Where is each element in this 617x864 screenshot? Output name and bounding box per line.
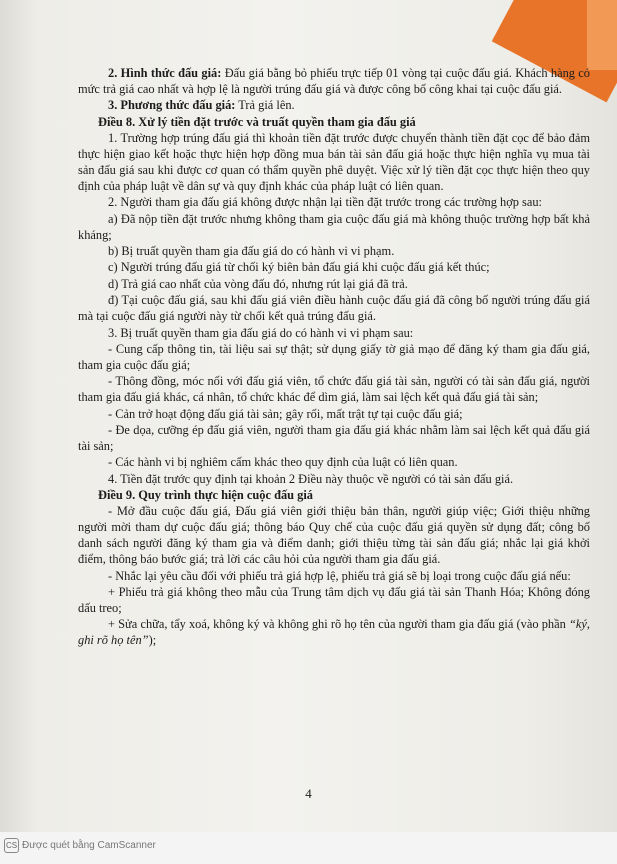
page-number: 4 bbox=[305, 786, 312, 801]
paragraph-item-d: d) Trả giá cao nhất của vòng đấu đó, nhưng rút lại giá đã trả. bbox=[108, 276, 408, 291]
paragraph-dieu8-2: 2. Người tham gia đấu giá không được nhận lại tiền đặt trước trong các trường hợp sau: bbox=[108, 195, 542, 210]
heading-dieu-9 bbox=[78, 488, 590, 504]
heading-dieu-8-text: Điều 8. Xử lý tiền đặt trước và truất quyền tham gia đấu giá bbox=[98, 114, 416, 129]
paragraph-rule-2 bbox=[78, 617, 590, 649]
paragraph-violation-3: - Cản trở hoạt động đấu giá tài sản; gây rối, mất trật tự tại cuộc đấu giá; bbox=[108, 406, 463, 421]
paragraph-item-c: c) Người trúng đấu giá từ chối ký biên bản đấu giá khi cuộc đấu giá kết thúc; bbox=[108, 260, 490, 275]
text-hinh-thuc: Đấu giá bằng bỏ phiếu trực tiếp 01 vòng tại cuộc đấu giá. Khách hàng có mức trả giá cao nhất và hợp lệ là người trúng đấu giá và được công bố công khai tại cuộc đấu giá. bbox=[78, 66, 591, 96]
rule-2-italic: “ký, ghi rõ họ tên” bbox=[78, 617, 590, 648]
paragraph-violation-4: - Đe dọa, cưỡng ép đấu giá viên, người tham gia đấu giá khác nhằm làm sai lệch kết quả đấu giá tài sản; bbox=[78, 422, 590, 453]
paragraph-item-a: a) Đã nộp tiền đặt trước nhưng không tham gia cuộc đấu giá mà không thuộc trường hợp bất khả kháng; bbox=[78, 211, 590, 242]
paragraph-phuong-thuc bbox=[78, 98, 590, 114]
paragraph-dieu8-3: 3. Bị truất quyền tham gia đấu giá do có hành vi vi phạm sau: bbox=[108, 325, 414, 340]
rule-2-end: ); bbox=[148, 633, 157, 648]
paragraph-violation-2: - Thông đồng, móc nối với đấu giá viên, tổ chức đấu giá tài sản, người có tài sản đấu giá, người tham gia đấu giá khác, cá nhân, tổ chức khác để dìm giá, làm sai lệch kết quả đấu giá tài sản; bbox=[78, 374, 590, 405]
rule-2-text: + Sửa chữa, tẩy xoá, không ký và không ghi rõ họ tên của người tham gia đấu giá (vào phần bbox=[108, 617, 569, 632]
heading-dieu-9-text: Điều 9. Quy trình thực hiện cuộc đấu giá bbox=[98, 488, 314, 503]
camscanner-icon: CS bbox=[4, 838, 19, 853]
document-body bbox=[78, 66, 590, 650]
paragraph-violation-1: - Cung cấp thông tin, tài liệu sai sự thật; sử dụng giấy tờ giả mạo để đăng ký tham gia đấu giá, tham gia cuộc đấu giá; bbox=[78, 341, 590, 372]
paragraph-dieu9-remind: - Nhắc lại yêu cầu đối với phiếu trả giá hợp lệ, phiếu trả giá sẽ bị loại trong cuộc đấu giá nếu: bbox=[108, 568, 571, 583]
heading-dieu-8 bbox=[78, 115, 590, 131]
paragraph-dieu8-4: 4. Tiền đặt trước quy định tại khoản 2 Điều này thuộc về người có tài sản đấu giá. bbox=[108, 471, 514, 486]
paragraph-dieu9-open: - Mở đầu cuộc đấu giá, Đấu giá viên giới thiệu bản thân, người giúp việc; Giới thiệu những người mời tham dự cuộc đấu giá; thông báo Quy chế của cuộc đấu giá quyền sử dụng đất; công bố danh sách người đăng ký tham gia và điểm danh; giới thiệu từng tài sản đấu giá; nhắc lại giá khởi điểm, thông báo bước giá; trả lời các câu hỏi của người tham gia đấu giá. bbox=[78, 504, 590, 567]
paragraph-hinh-thuc bbox=[78, 66, 590, 98]
paragraph-dieu8-1: 1. Trường hợp trúng đấu giá thì khoản tiền đặt trước được chuyển thành tiền đặt cọc để bảo đảm thực hiện giao kết hoặc thực hiện hợp đồng mua bán tài sản đấu giá hoặc thực hiện nghĩa vụ mua tài sản đấu giá sau khi được cơ quan có thẩm quyền phê duyệt. Việc xử lý tiền đặt cọc thực hiện theo quy định của pháp luật về dân sự và quy định khác của pháp luật có liên quan. bbox=[78, 131, 590, 193]
heading-hinh-thuc: 2. Hình thức đấu giá: bbox=[108, 66, 222, 80]
orange-corner-decoration-2 bbox=[587, 0, 617, 70]
heading-phuong-thuc: 3. Phương thức đấu giá: bbox=[108, 98, 236, 113]
text-phuong-thuc: Trả giá lên. bbox=[235, 98, 295, 113]
camscanner-text: Được quét bằng CamScanner bbox=[22, 840, 156, 852]
paragraph-rule-1: + Phiếu trả giá không theo mẫu của Trung tâm dịch vụ đấu giá tài sản Thanh Hóa; Không đóng dấu treo; bbox=[78, 585, 590, 615]
paragraph-violation-5: - Các hành vi bị nghiêm cấm khác theo quy định của luật có liên quan. bbox=[108, 455, 458, 470]
camscanner-footer bbox=[4, 838, 156, 853]
paragraph-item-b: b) Bị truất quyền tham gia đấu giá do có hành vi vi phạm. bbox=[108, 243, 395, 258]
paragraph-item-dd: đ) Tại cuộc đấu giá, sau khi đấu giá viên điều hành cuộc đấu giá đã công bố người trúng đấu giá mà tại cuộc đấu giá người này từ chối kết quả trúng đấu giá. bbox=[78, 293, 590, 324]
